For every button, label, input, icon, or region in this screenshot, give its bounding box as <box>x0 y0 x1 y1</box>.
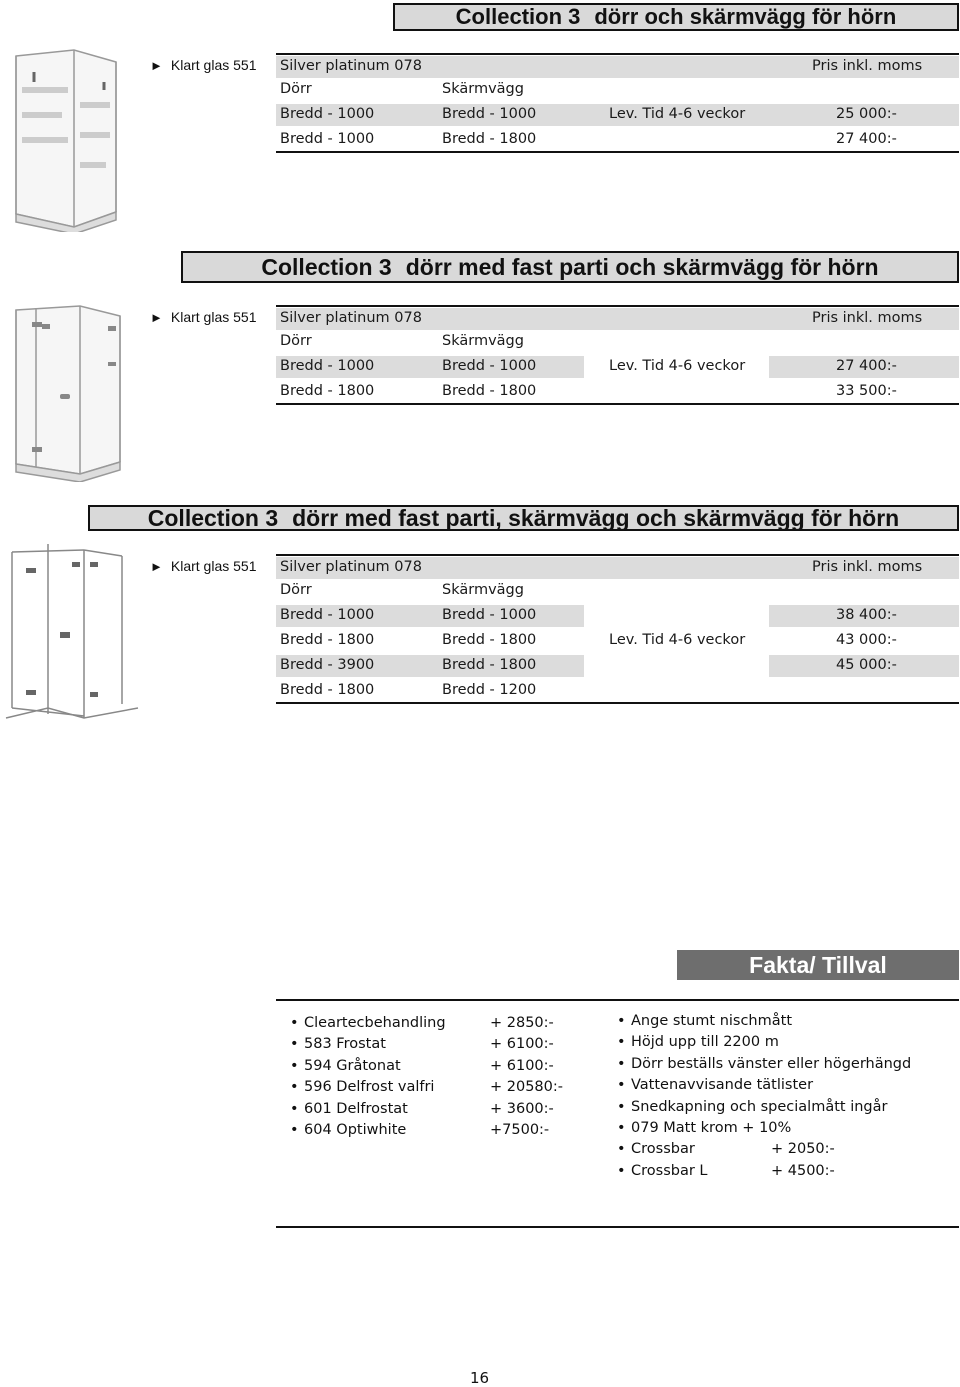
bullet-icon: • <box>617 1013 626 1029</box>
shower-full-enclosure-image <box>2 540 144 725</box>
option-name: 596 Delfrost valfri <box>304 1079 435 1096</box>
door-width: Bredd - 1000 <box>280 358 375 374</box>
option-price: + 6100:- <box>490 1036 554 1053</box>
option-price: + 20580:- <box>490 1079 564 1096</box>
option-name: 594 Gråtonat <box>304 1057 401 1074</box>
option-price: + 3600:- <box>490 1100 554 1117</box>
list-item <box>290 1058 590 1079</box>
table-row <box>276 380 959 405</box>
table-row <box>276 604 959 629</box>
option-name: 604 Optiwhite <box>304 1121 407 1138</box>
price: 33 500:- <box>836 383 897 399</box>
option-price: + 2850:- <box>490 1015 554 1031</box>
option-name: 079 Matt krom + 10% <box>631 1119 792 1136</box>
bullet-icon: • <box>617 1098 626 1115</box>
profile-label: Silver platinum 078 <box>280 58 422 74</box>
shower-corner-image-1 <box>4 42 122 232</box>
section-2-price-table <box>276 305 959 405</box>
option-name: Vattenavvisande tätlister <box>631 1077 814 1094</box>
price-label: Pris inkl. moms <box>812 559 923 575</box>
delivery-time: Lev. Tid 4-6 veckor <box>609 358 746 374</box>
door-col-label: Dörr <box>280 333 312 349</box>
price: 43 000:- <box>836 632 897 648</box>
glass-type: Klart glas 551 <box>170 57 257 73</box>
bullet-icon: • <box>290 1079 299 1096</box>
option-name: Crossbar L <box>631 1162 708 1179</box>
door-width: Bredd - 3900 <box>280 657 375 673</box>
section-3-title-a: Collection 3 <box>147 504 279 531</box>
section-3-title <box>88 505 959 531</box>
option-name: Dörr beställs vänster eller högerhängd <box>631 1055 912 1072</box>
table-col-labels-row <box>276 330 959 355</box>
table-row <box>276 654 959 679</box>
bullet-icon: • <box>617 1162 626 1179</box>
list-item <box>617 1163 957 1184</box>
list-item <box>617 1056 957 1077</box>
door-col-label: Dörr <box>280 81 312 97</box>
glass-type: Klart glas 551 <box>170 309 257 325</box>
list-item <box>290 1015 590 1036</box>
list-item <box>617 1120 957 1141</box>
bullet-icon: • <box>290 1015 299 1031</box>
fakta-title: Fakta/ Tillval <box>677 950 959 980</box>
options-list-left <box>290 1015 590 1143</box>
bullet-icon: • <box>617 1119 626 1136</box>
screen-width: Bredd - 1000 <box>442 106 537 122</box>
option-name: Crossbar <box>631 1141 695 1158</box>
section-1-title <box>393 3 959 31</box>
table-row <box>276 355 959 380</box>
options-list-right <box>617 1013 957 1184</box>
option-name: 601 Delfrostat <box>304 1100 408 1117</box>
delivery-time: Lev. Tid 4-6 veckor <box>609 632 746 648</box>
table-col-labels-row <box>276 579 959 604</box>
triangle-right-icon: ► <box>150 558 163 574</box>
door-col-label: Dörr <box>280 582 312 598</box>
section-1-glass-label <box>150 57 256 73</box>
screen-width: Bredd - 1000 <box>442 358 537 374</box>
option-price: + 6100:- <box>490 1057 554 1074</box>
option-price: +7500:- <box>490 1121 550 1138</box>
door-width: Bredd - 1000 <box>280 131 375 147</box>
option-name: Höjd upp till 2200 m <box>631 1034 779 1051</box>
profile-label: Silver platinum 078 <box>280 310 422 326</box>
option-name: Snedkapning och specialmått ingår <box>631 1098 888 1115</box>
bullet-icon: • <box>617 1141 626 1158</box>
table-header-row <box>276 554 959 579</box>
table-header-row <box>276 53 959 78</box>
section-3-glass-label <box>150 558 256 574</box>
section-2-title-a: Collection 3 <box>261 253 392 280</box>
page-number: 16 <box>470 1369 490 1387</box>
list-item <box>617 1034 957 1055</box>
delivery-time: Lev. Tid 4-6 veckor <box>609 106 746 122</box>
triangle-right-icon: ► <box>150 309 163 325</box>
door-width: Bredd - 1800 <box>280 682 375 698</box>
screen-width: Bredd - 1800 <box>442 131 537 147</box>
list-item <box>617 1077 957 1098</box>
price: 38 400:- <box>836 607 897 623</box>
glass-type: Klart glas 551 <box>170 558 257 574</box>
section-2-glass-label <box>150 309 256 325</box>
table-row <box>276 629 959 654</box>
price-label: Pris inkl. moms <box>812 310 923 326</box>
bullet-icon: • <box>617 1055 626 1072</box>
screen-col-label: Skärmvägg <box>442 81 524 97</box>
section-3-price-table <box>276 554 959 704</box>
table-row <box>276 128 959 153</box>
table-col-labels-row <box>276 78 959 103</box>
list-item <box>290 1122 590 1143</box>
list-item <box>290 1101 590 1122</box>
option-name: Cleartecbehandling <box>304 1015 446 1031</box>
screen-width: Bredd - 1200 <box>442 682 537 698</box>
section-1-title-a: Collection 3 <box>455 4 581 29</box>
screen-width: Bredd - 1800 <box>442 632 537 648</box>
divider <box>276 999 959 1001</box>
option-name: 583 Frostat <box>304 1036 386 1053</box>
section-1-title-b: dörr och skärmvägg för hörn <box>594 4 897 29</box>
screen-col-label: Skärmvägg <box>442 582 524 598</box>
price: 27 400:- <box>836 131 897 147</box>
price-label: Pris inkl. moms <box>812 58 923 74</box>
table-row <box>276 679 959 704</box>
list-item <box>617 1141 957 1162</box>
section-1-price-table <box>276 53 959 153</box>
profile-label: Silver platinum 078 <box>280 559 422 575</box>
door-width: Bredd - 1000 <box>280 106 375 122</box>
table-row <box>276 103 959 128</box>
triangle-right-icon: ► <box>150 57 163 73</box>
screen-col-label: Skärmvägg <box>442 333 524 349</box>
list-item <box>617 1099 957 1120</box>
bullet-icon: • <box>290 1057 299 1074</box>
section-3-title-b: dörr med fast parti, skärmvägg och skärmvägg för hörn <box>292 504 900 531</box>
door-width: Bredd - 1800 <box>280 632 375 648</box>
price: 45 000:- <box>836 657 897 673</box>
list-item <box>617 1013 957 1034</box>
divider <box>276 1226 959 1228</box>
bullet-icon: • <box>290 1121 299 1138</box>
option-name: Ange stumt nischmått <box>631 1013 793 1029</box>
bullet-icon: • <box>617 1034 626 1051</box>
screen-width: Bredd - 1800 <box>442 383 537 399</box>
shower-door-fixed-image <box>8 302 128 482</box>
list-item <box>290 1079 590 1100</box>
screen-width: Bredd - 1000 <box>442 607 537 623</box>
door-width: Bredd - 1000 <box>280 607 375 623</box>
section-2-title-b: dörr med fast parti och skärmvägg för hörn <box>405 253 879 280</box>
door-width: Bredd - 1800 <box>280 383 375 399</box>
bullet-icon: • <box>290 1036 299 1053</box>
list-item <box>290 1036 590 1057</box>
price: 27 400:- <box>836 358 897 374</box>
price: 25 000:- <box>836 106 897 122</box>
section-2-title <box>181 251 959 283</box>
option-price: + 4500:- <box>771 1162 835 1179</box>
screen-width: Bredd - 1800 <box>442 657 537 673</box>
bullet-icon: • <box>617 1077 626 1094</box>
table-header-row <box>276 305 959 330</box>
option-price: + 2050:- <box>771 1141 835 1158</box>
bullet-icon: • <box>290 1100 299 1117</box>
